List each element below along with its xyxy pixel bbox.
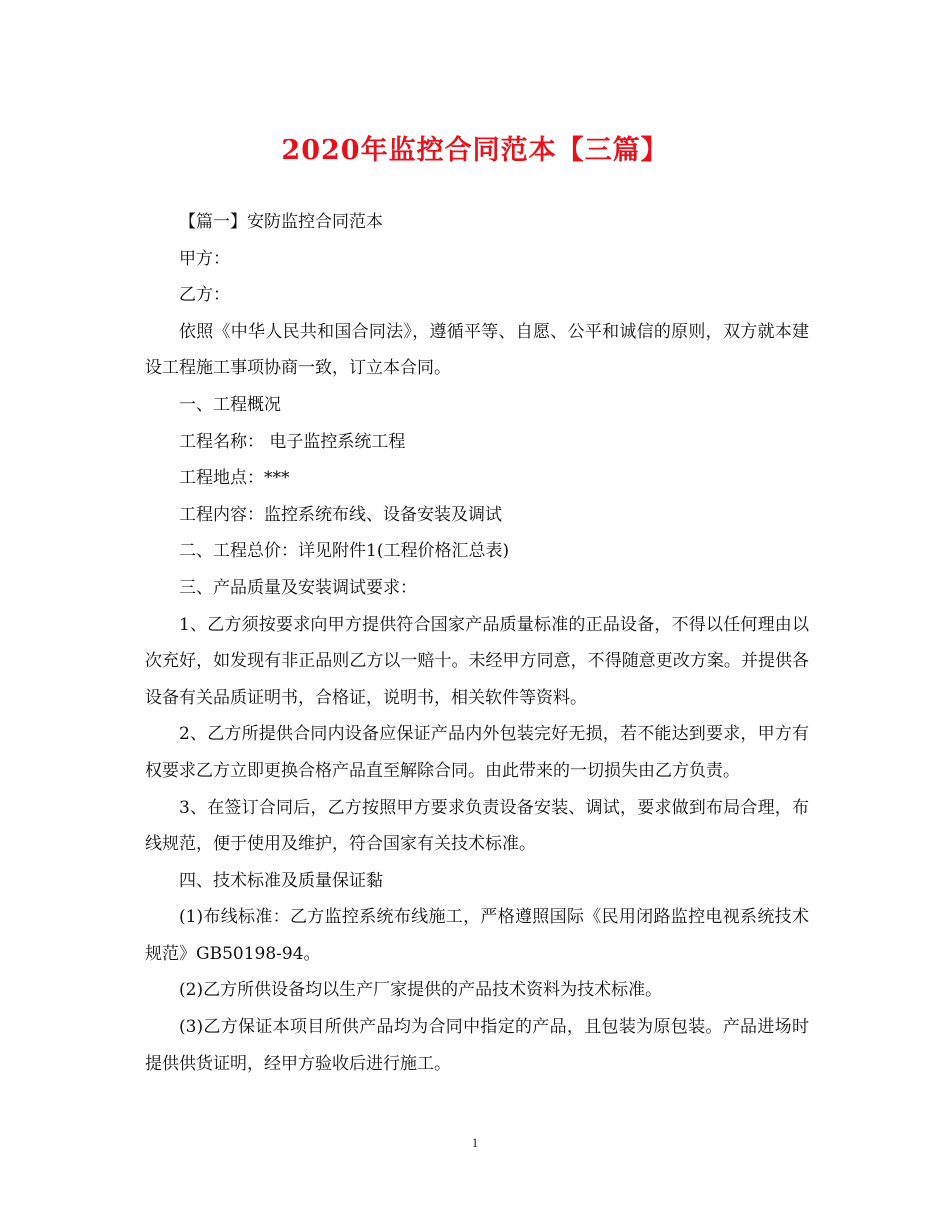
page-number: 1 bbox=[471, 1135, 479, 1150]
document-body bbox=[145, 204, 809, 1082]
section-heading-overview: 一、工程概况 bbox=[179, 394, 281, 415]
document-title: 2020年监控合同范本【三篇】 bbox=[281, 135, 669, 166]
project-location-line: 工程地点：*** bbox=[179, 468, 290, 489]
standard-item-2: (2)乙方所供设备均以生产厂家提供的产品技术资料为技术标准。 bbox=[179, 980, 663, 1001]
section-heading-total-price: 二、工程总价：详见附件1(工程价格汇总表) bbox=[179, 541, 510, 562]
project-name-line: 工程名称： 电子监控系统工程 bbox=[179, 431, 406, 452]
project-content-line: 工程内容：监控系统布线、设备安装及调试 bbox=[179, 504, 502, 525]
section-heading-quality: 三、产品质量及安装调试要求： bbox=[179, 577, 417, 598]
party-b-line: 乙方： bbox=[179, 285, 230, 306]
clause-paragraph-2: 2、乙方所提供合同内设备应保证产品内外包装完好无损，若不能达到要求，甲方有权要求乙方立即更换合格产品直至解除合同。由此带来的一切损失由乙方负责。 bbox=[145, 724, 809, 781]
preamble-paragraph: 依照《中华人民共和国合同法》，遵循平等、自愿、公平和诚信的原则，双方就本建设工程施工事项协商一致，订立本合同。 bbox=[145, 321, 809, 379]
standard-item-3: (3)乙方保证本项目所供产品均为合同中指定的产品，且包装为原包装。产品进场时提供供货证明，经甲方验收后进行施工。 bbox=[145, 1017, 809, 1074]
clause-paragraph-3: 3、在签订合同后，乙方按照甲方要求负责设备安装、调试，要求做到布局合理，布线规范，便于使用及维护，符合国家有关技术标准。 bbox=[145, 797, 809, 855]
section-heading-standards: 四、技术标准及质量保证黏 bbox=[179, 870, 383, 891]
clause-paragraph-1: 1、乙方须按要求向甲方提供符合国家产品质量标准的正品设备，不得以任何理由以次充好，如发现有非正品则乙方以一赔十。未经甲方同意，不得随意更改方案。并提供各设备有关品质证明书，合格证，说明书，相关软件等资料。 bbox=[145, 614, 809, 708]
section-heading-part-one: 【篇一】安防监控合同范本 bbox=[179, 212, 383, 232]
standard-item-1: (1)布线标准：乙方监控系统布线施工，严格遵照国际《民用闭路监控电视系统技术规范》GB50198-94。 bbox=[145, 907, 809, 964]
party-a-line: 甲方： bbox=[179, 248, 230, 269]
